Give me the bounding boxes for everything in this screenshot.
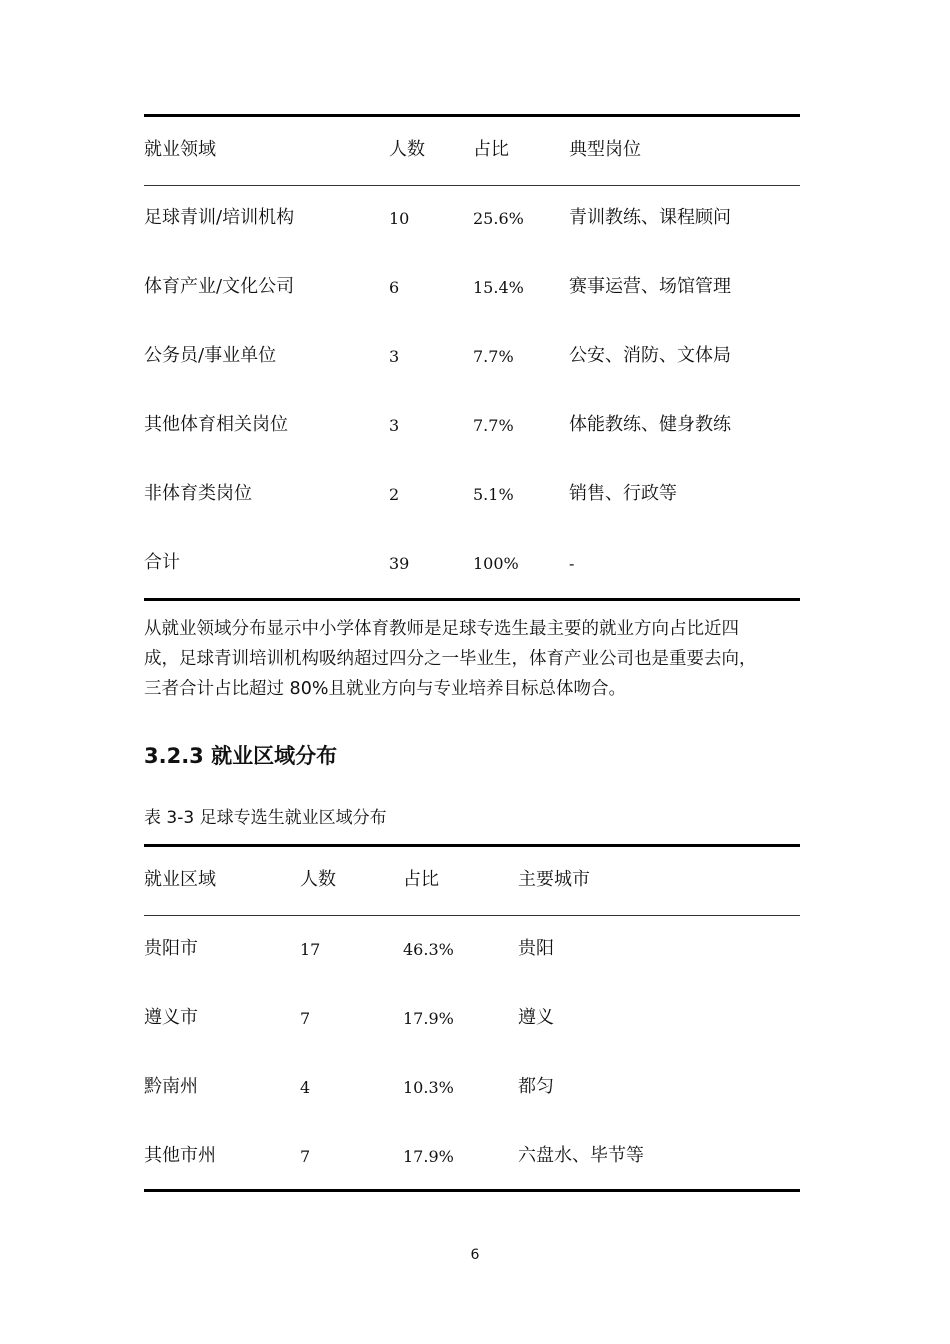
row-positions: 青训教练、课程顾问 bbox=[569, 207, 731, 228]
row-count: 7 bbox=[300, 1009, 311, 1028]
table-header-rule bbox=[144, 185, 800, 186]
row-field: 足球青训/培训机构 bbox=[144, 207, 295, 228]
paragraph-line: 从就业领域分布显示中小学体育教师是足球专选生最主要的就业方向占比近四 bbox=[144, 619, 739, 639]
table-caption: 表 3-3 足球专选生就业区域分布 bbox=[144, 808, 387, 828]
row-ratio: 100% bbox=[473, 554, 519, 573]
row-count: 17 bbox=[300, 940, 321, 959]
row-region: 黔南州 bbox=[144, 1076, 198, 1097]
row-region: 其他市州 bbox=[144, 1145, 216, 1166]
row-field: 其他体育相关岗位 bbox=[144, 414, 288, 435]
header-ratio: 占比 bbox=[403, 869, 439, 890]
row-ratio: 25.6% bbox=[473, 209, 524, 228]
row-count: 4 bbox=[300, 1078, 311, 1097]
row-positions: 体能教练、健身教练 bbox=[569, 414, 731, 435]
row-positions: 公安、消防、文体局 bbox=[569, 345, 731, 366]
header-count: 人数 bbox=[300, 869, 336, 890]
table-header-rule bbox=[144, 915, 800, 916]
header-ratio: 占比 bbox=[473, 139, 509, 160]
row-count: 7 bbox=[300, 1147, 311, 1166]
row-ratio: 46.3% bbox=[403, 940, 454, 959]
row-cities: 贵阳 bbox=[518, 938, 554, 959]
analysis-paragraph bbox=[144, 614, 814, 704]
header-positions: 典型岗位 bbox=[569, 139, 641, 160]
table-bottom-rule bbox=[144, 1189, 800, 1192]
row-cities: 都匀 bbox=[518, 1076, 554, 1097]
row-positions: 销售、行政等 bbox=[569, 483, 677, 504]
page-number: 6 bbox=[470, 1247, 480, 1263]
row-count: 2 bbox=[389, 485, 400, 504]
row-count: 3 bbox=[389, 347, 400, 366]
row-positions: - bbox=[569, 554, 575, 573]
row-count: 39 bbox=[389, 554, 410, 573]
row-field: 非体育类岗位 bbox=[144, 483, 252, 504]
row-ratio: 10.3% bbox=[403, 1078, 454, 1097]
row-ratio: 7.7% bbox=[473, 416, 514, 435]
header-field: 就业领域 bbox=[144, 139, 216, 160]
row-count: 6 bbox=[389, 278, 400, 297]
row-ratio: 17.9% bbox=[403, 1147, 454, 1166]
row-cities: 六盘水、毕节等 bbox=[518, 1145, 644, 1166]
row-ratio: 7.7% bbox=[473, 347, 514, 366]
row-count: 10 bbox=[389, 209, 410, 228]
section-heading: 3.2.3 就业区域分布 bbox=[144, 744, 338, 768]
row-field: 公务员/事业单位 bbox=[144, 345, 277, 366]
row-field: 合计 bbox=[144, 552, 180, 573]
paragraph-line: 三者合计占比超过 80%且就业方向与专业培养目标总体吻合。 bbox=[144, 679, 626, 699]
row-positions: 赛事运营、场馆管理 bbox=[569, 276, 731, 297]
row-ratio: 17.9% bbox=[403, 1009, 454, 1028]
row-count: 3 bbox=[389, 416, 400, 435]
row-region: 贵阳市 bbox=[144, 938, 198, 959]
paragraph-line: 成，足球青训培训机构吸纳超过四分之一毕业生，体育产业公司也是重要去向， bbox=[144, 649, 757, 669]
header-cities: 主要城市 bbox=[518, 869, 590, 890]
row-cities: 遵义 bbox=[518, 1007, 554, 1028]
table-top-rule bbox=[144, 114, 800, 117]
row-ratio: 15.4% bbox=[473, 278, 524, 297]
row-ratio: 5.1% bbox=[473, 485, 514, 504]
row-region: 遵义市 bbox=[144, 1007, 198, 1028]
table-bottom-rule bbox=[144, 598, 800, 601]
table-top-rule bbox=[144, 844, 800, 847]
header-count: 人数 bbox=[389, 139, 425, 160]
header-region: 就业区域 bbox=[144, 869, 216, 890]
row-field: 体育产业/文化公司 bbox=[144, 276, 295, 297]
